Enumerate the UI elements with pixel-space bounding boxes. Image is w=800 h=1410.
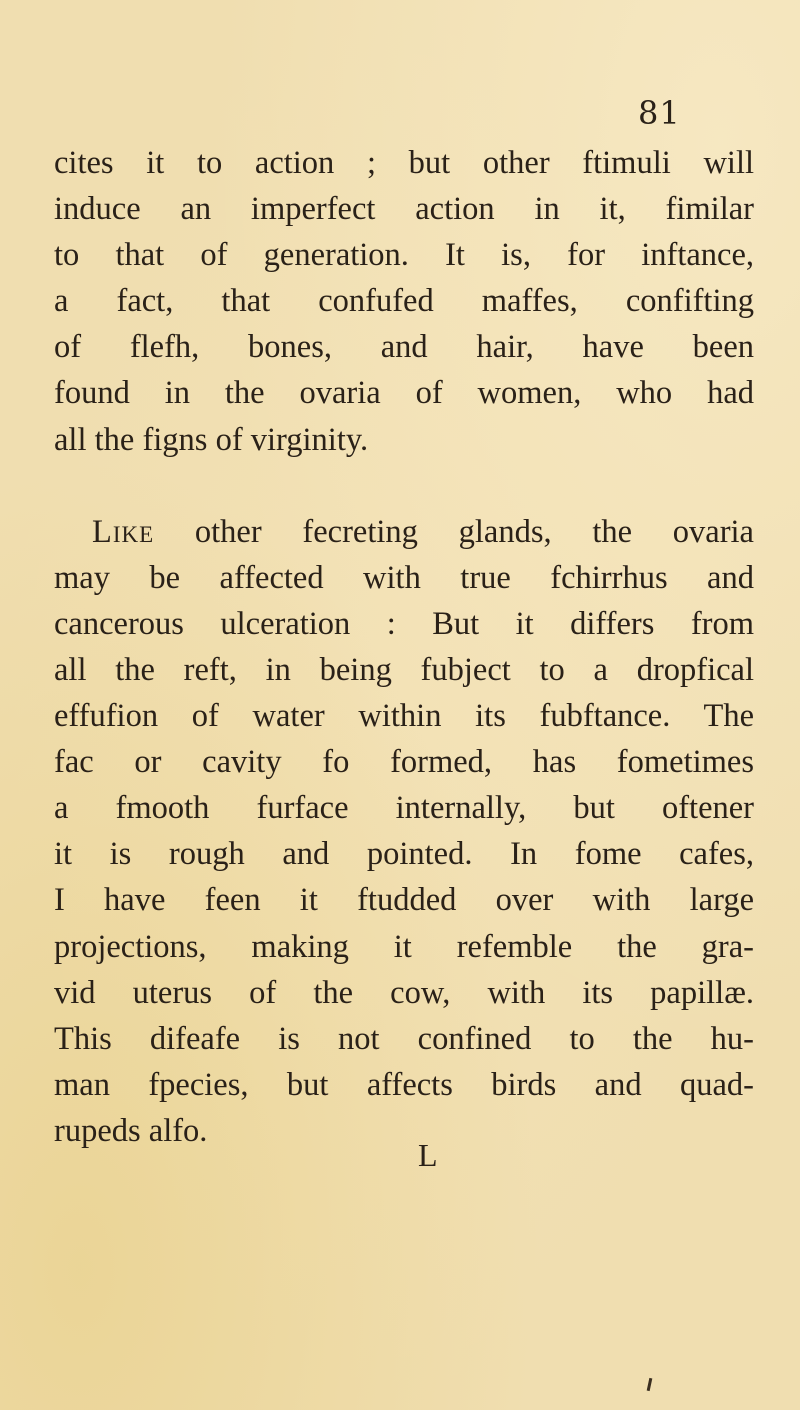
paragraph-gap [54, 463, 754, 509]
text-line: induce an imperfect action in it, fimilar [54, 191, 754, 228]
text-line: cites it to action ; but other ftimuli will [54, 145, 754, 181]
text-line: may be affected with true fchirrhus and [54, 559, 754, 596]
text-line-rest: other fecreting glands, the ovaria [154, 513, 754, 550]
text-line: fac or cavity fo formed, has fometimes [54, 744, 754, 781]
paragraph-2 [54, 509, 754, 1154]
text-line: effufion of water within its fubftance. The [54, 698, 754, 735]
text-line: all the figns of virginity. [54, 421, 369, 458]
text-line-first [54, 509, 754, 555]
text-line: cancerous ulceration : But it differs from [54, 605, 754, 642]
body-text [54, 140, 754, 1154]
text-line: man fpecies, but affects birds and quad- [54, 1066, 754, 1103]
text-line: all the reft, in being fubject to a dropfical [54, 651, 754, 688]
text-line: rupeds alfo. [54, 1112, 208, 1149]
text-line: vid uterus of the cow, with its papillæ. [54, 974, 754, 1011]
text-line: found in the ovaria of women, who had [54, 375, 754, 412]
lead-word: Like [92, 513, 155, 550]
ink-mark [647, 1378, 653, 1391]
text-line: projections, making it refemble the gra- [54, 928, 754, 965]
paragraph-1 [54, 140, 754, 463]
text-line: a fact, that confufed maffes, confifting [54, 283, 754, 320]
text-line: it is rough and pointed. In fome cafes, [54, 836, 754, 873]
catchword: L [418, 1137, 438, 1173]
page-number: 81 [638, 94, 681, 132]
text-line: I have feen it ftudded over with large [54, 882, 754, 919]
text-line: This difeafe is not confined to the hu- [54, 1020, 754, 1057]
text-line: a fmooth furface internally, but oftener [54, 790, 754, 827]
text-line: to that of generation. It is, for inftance, [54, 237, 754, 274]
text-line: of flefh, bones, and hair, have been [54, 329, 754, 366]
